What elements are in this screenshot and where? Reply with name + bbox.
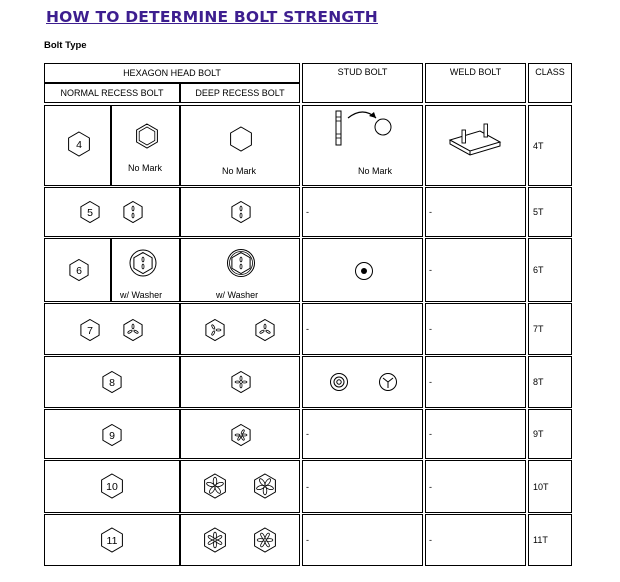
stud-bolt-cell: - xyxy=(302,303,423,355)
bolt-number: 11 xyxy=(106,535,118,547)
class-cell: 10T xyxy=(528,460,572,513)
weld-bolt-cell: - xyxy=(425,460,526,513)
hex-mark-11-icon xyxy=(255,528,276,552)
washer-caption: w/ Washer xyxy=(120,290,163,300)
hex-mark-7-icon xyxy=(256,320,274,341)
stud-bolt-cell: - xyxy=(302,187,423,237)
normal-recess-cell-7 xyxy=(44,303,180,355)
class-cell: 5T xyxy=(528,187,572,237)
stud-end-rings-icon xyxy=(331,374,348,391)
class-cell: 7T xyxy=(528,303,572,355)
hex-mark-9-icon xyxy=(232,425,250,446)
page-title: HOW TO DETERMINE BOLT STRENGTH xyxy=(46,8,378,26)
hex-mark-10-icon xyxy=(205,474,226,498)
hex-mark-7-icon xyxy=(206,320,224,341)
hex-mark-5-icon xyxy=(232,202,250,223)
normal-recess-washer-cell xyxy=(111,238,180,302)
stud-bolt-header: STUD BOLT xyxy=(302,63,423,103)
class-header: CLASS xyxy=(528,63,572,103)
plain-hex-head-icon xyxy=(137,124,158,148)
weld-bolt-cell: - xyxy=(425,409,526,459)
bolt-number: 10 xyxy=(106,481,118,493)
no-mark-caption: No Mark xyxy=(128,163,163,173)
hex-mark-8-icon xyxy=(232,372,250,393)
normal-recess-bolt-header: NORMAL RECESS BOLT xyxy=(44,83,180,103)
normal-recess-cell-6 xyxy=(44,238,111,302)
bolt-number: 5 xyxy=(87,207,93,219)
washer-caption: w/ Washer xyxy=(216,290,259,300)
stud-bolt-cell: - xyxy=(302,460,423,513)
hex-mark-5-icon xyxy=(124,202,142,223)
class-cell: 8T xyxy=(528,356,572,408)
normal-recess-plain-cell xyxy=(111,105,180,186)
hexagon-head-bolt-header: HEXAGON HEAD BOLT xyxy=(44,63,300,83)
deep-recess-cell-8 xyxy=(180,356,300,408)
deep-recess-cell-9 xyxy=(180,409,300,459)
class-cell: 4T xyxy=(528,105,572,186)
deep-recess-cell-11 xyxy=(180,514,300,566)
normal-recess-cell-10 xyxy=(44,460,180,513)
weld-bolt-header: WELD BOLT xyxy=(425,63,526,103)
weld-bolt-cell: - xyxy=(425,238,526,302)
weld-bolt-icon xyxy=(426,106,527,187)
bolt-number: 8 xyxy=(109,377,115,389)
plain-hex-head-icon xyxy=(231,127,252,151)
washer-hex-icon xyxy=(228,250,255,277)
washer-hex-icon xyxy=(130,250,156,276)
bolt-strength-table xyxy=(44,63,572,572)
normal-recess-cell-8 xyxy=(44,356,180,408)
class-cell: 6T xyxy=(528,238,572,302)
stud-end-dot-icon xyxy=(303,239,424,303)
stud-bolt-cell-4 xyxy=(302,105,423,186)
normal-recess-cell-9 xyxy=(44,409,180,459)
no-mark-caption: No Mark xyxy=(358,166,393,176)
bolt-number: 7 xyxy=(87,325,93,337)
deep-recess-cell-6 xyxy=(180,238,300,302)
normal-recess-cell-5 xyxy=(44,187,180,237)
no-mark-caption: No Mark xyxy=(222,166,257,176)
normal-recess-cell-11 xyxy=(44,514,180,566)
weld-bolt-cell: - xyxy=(425,303,526,355)
stud-bolt-cell-8 xyxy=(302,356,423,408)
deep-recess-cell-4 xyxy=(180,105,300,186)
weld-bolt-cell: - xyxy=(425,356,526,408)
stud-bolt-cell-6 xyxy=(302,238,423,302)
deep-recess-cell-5 xyxy=(180,187,300,237)
bolt-type-label: Bolt Type xyxy=(44,40,87,51)
deep-recess-cell-7 xyxy=(180,303,300,355)
weld-bolt-cell-4 xyxy=(425,105,526,186)
class-cell: 9T xyxy=(528,409,572,459)
weld-bolt-cell: - xyxy=(425,514,526,566)
bolt-number: 4 xyxy=(76,139,82,151)
stud-bolt-cell: - xyxy=(302,409,423,459)
weld-bolt-cell: - xyxy=(425,187,526,237)
class-cell: 11T xyxy=(528,514,572,566)
hex-mark-10-icon xyxy=(255,474,276,498)
bolt-number: 9 xyxy=(109,430,115,442)
deep-recess-bolt-header: DEEP RECESS BOLT xyxy=(180,83,300,103)
stud-end-y-mark-icon xyxy=(380,374,397,391)
bolt-number: 6 xyxy=(76,265,82,277)
stud-bolt-cell: - xyxy=(302,514,423,566)
hex-mark-11-icon xyxy=(205,528,226,552)
hex-mark-7-icon xyxy=(124,320,142,341)
normal-recess-cell-4 xyxy=(44,105,111,186)
deep-recess-cell-10 xyxy=(180,460,300,513)
